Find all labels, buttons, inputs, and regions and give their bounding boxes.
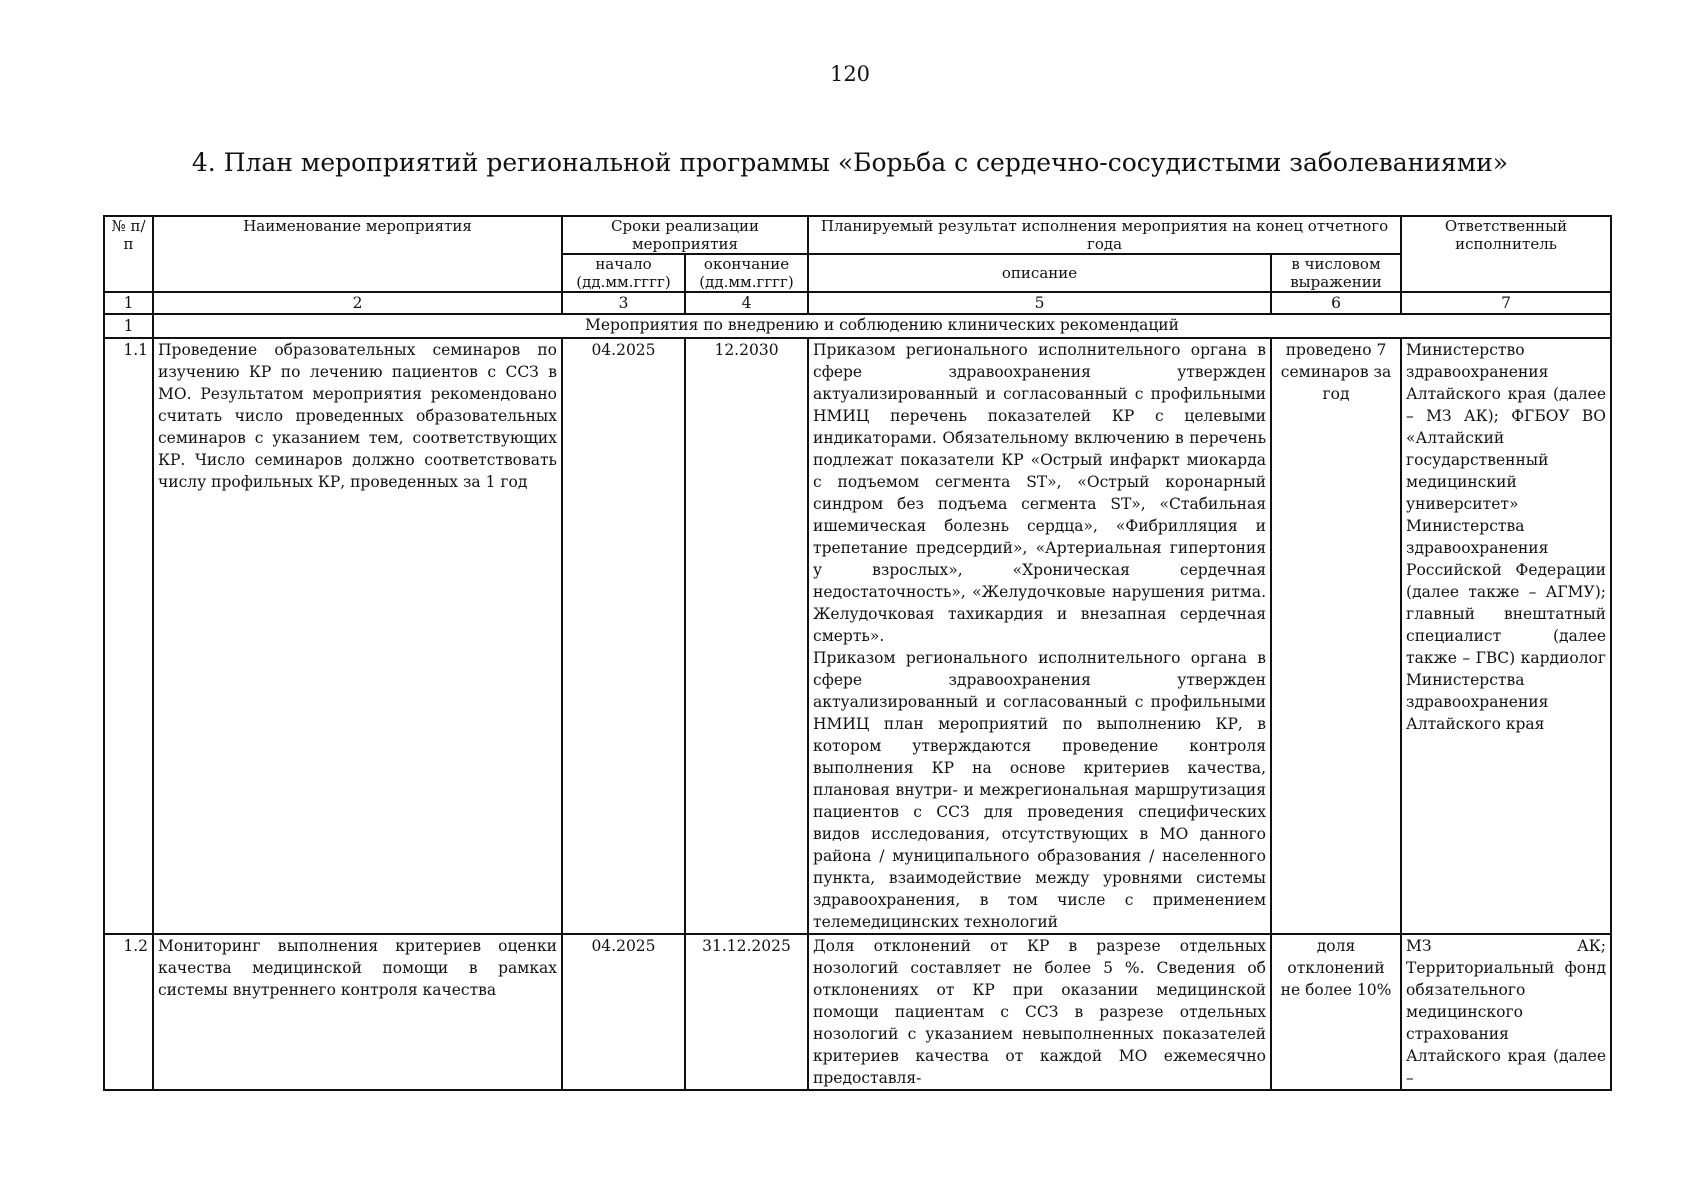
header-name: Наименование мероприятия [153, 216, 562, 292]
page-title: 4. План мероприятий региональной программы «Борьба с сердечно-сосудистыми заболеваниями» [191, 148, 1509, 177]
header-num: № п/п [104, 216, 153, 292]
column-number: 2 [153, 292, 562, 314]
plan-table [103, 215, 1612, 1091]
row-end: 31.12.2025 [685, 934, 808, 1090]
row-numeric: проведено 7 семинаров за год [1271, 338, 1401, 934]
row-start: 04.2025 [562, 338, 685, 934]
row-description [808, 338, 1271, 934]
column-number: 6 [1271, 292, 1401, 314]
page-number: 120 [829, 62, 871, 86]
column-number: 7 [1401, 292, 1611, 314]
row-start: 04.2025 [562, 934, 685, 1090]
row-name: Проведение образовательных семинаров по изучению КР по лечению пациентов с ССЗ в МО. Результатом мероприятия рекомендовано считать число проведенных образовательных семинаров с указанием тем, соответствующих КР. Число семинаров должно соответствовать числу профильных КР, проведенных за 1 год [153, 338, 562, 934]
header-start: начало (дд.мм.гггг) [562, 254, 685, 292]
column-number: 5 [808, 292, 1271, 314]
row-responsible: МЗ АК; Территориальный фонд обязательного медицинского страхования Алтайского края (далее – [1401, 934, 1611, 1090]
table-row [104, 934, 1611, 1090]
section-row [104, 314, 1611, 338]
column-number: 1 [104, 292, 153, 314]
section-title: Мероприятия по внедрению и соблюдению клинических рекомендаций [153, 314, 1611, 338]
row-responsible: Министерство здравоохранения Алтайского края (далее – МЗ АК); ФГБОУ ВО «Алтайский государственный медицинский университет» Министерства здравоохранения Российской Федерации (далее также – АГМУ); главный внештатный специалист (далее также – ГВС) кардиолог Министерства здравоохранения Алтайского края [1401, 338, 1611, 934]
column-number: 3 [562, 292, 685, 314]
header-terms: Сроки реализации мероприятия [562, 216, 808, 254]
row-numeric: доля отклонений не более 10% [1271, 934, 1401, 1090]
section-num: 1 [104, 314, 153, 338]
row-description: Доля отклонений от КР в разрезе отдельных нозологий составляет не более 5 %. Сведения об отклонениях от КР при оказании медицинской помощи пациентам с ССЗ в разрезе отдельных нозологий с указанием невыполненных показателей критериев качества от каждой МО ежемесячно предоставля- [808, 934, 1271, 1090]
row-num: 1.2 [104, 934, 153, 1090]
header-responsible: Ответственный исполнитель [1401, 216, 1611, 292]
row-name: Мониторинг выполнения критериев оценки качества медицинской помощи в рамках системы внутреннего контроля качества [153, 934, 562, 1090]
header-end: окончание (дд.мм.гггг) [685, 254, 808, 292]
header-numeric: в числовом выражении [1271, 254, 1401, 292]
table-row [104, 338, 1611, 934]
row-description-part: Приказом регионального исполнительного органа в сфере здравоохранения утвержден актуализированный и согласованный с профильными НМИЦ перечень показателей КР с целевыми индикаторами. Обязательному включению в перечень подлежат показатели КР «Острый инфаркт миокарда с подъемом сегмента ST», «Острый коронарный синдром без подъема сегмента ST», «Стабильная ишемическая болезнь сердца», «Фибрилляция и трепетание предсердий», «Артериальная гипертония у взрослых», «Хроническая сердечная недостаточность», «Желудочковые нарушения ритма. Желудочковая тахикардия и внезапная сердечная смерть». [813, 341, 1267, 645]
header-description: описание [808, 254, 1271, 292]
header-result: Планируемый результат исполнения мероприятия на конец отчетного года [808, 216, 1401, 254]
row-end: 12.2030 [685, 338, 808, 934]
row-description-part: Приказом регионального исполнительного органа в сфере здравоохранения утвержден актуализированный и согласованный с профильными НМИЦ план мероприятий по выполнению КР, в котором утверждаются проведение контроля выполнения КР на основе критериев качества, плановая внутри- и межрегиональная маршрутизация пациентов с ССЗ для проведения специфических видов исследования, отсутствующих в МО данного района / муниципального образования / населенного пункта, взаимодействие между уровнями системы здравоохранения, в том числе с применением телемедицинских технологий [813, 649, 1267, 931]
row-num: 1.1 [104, 338, 153, 934]
column-number: 4 [685, 292, 808, 314]
table-header-row [104, 216, 1611, 254]
column-number-row [104, 292, 1611, 314]
